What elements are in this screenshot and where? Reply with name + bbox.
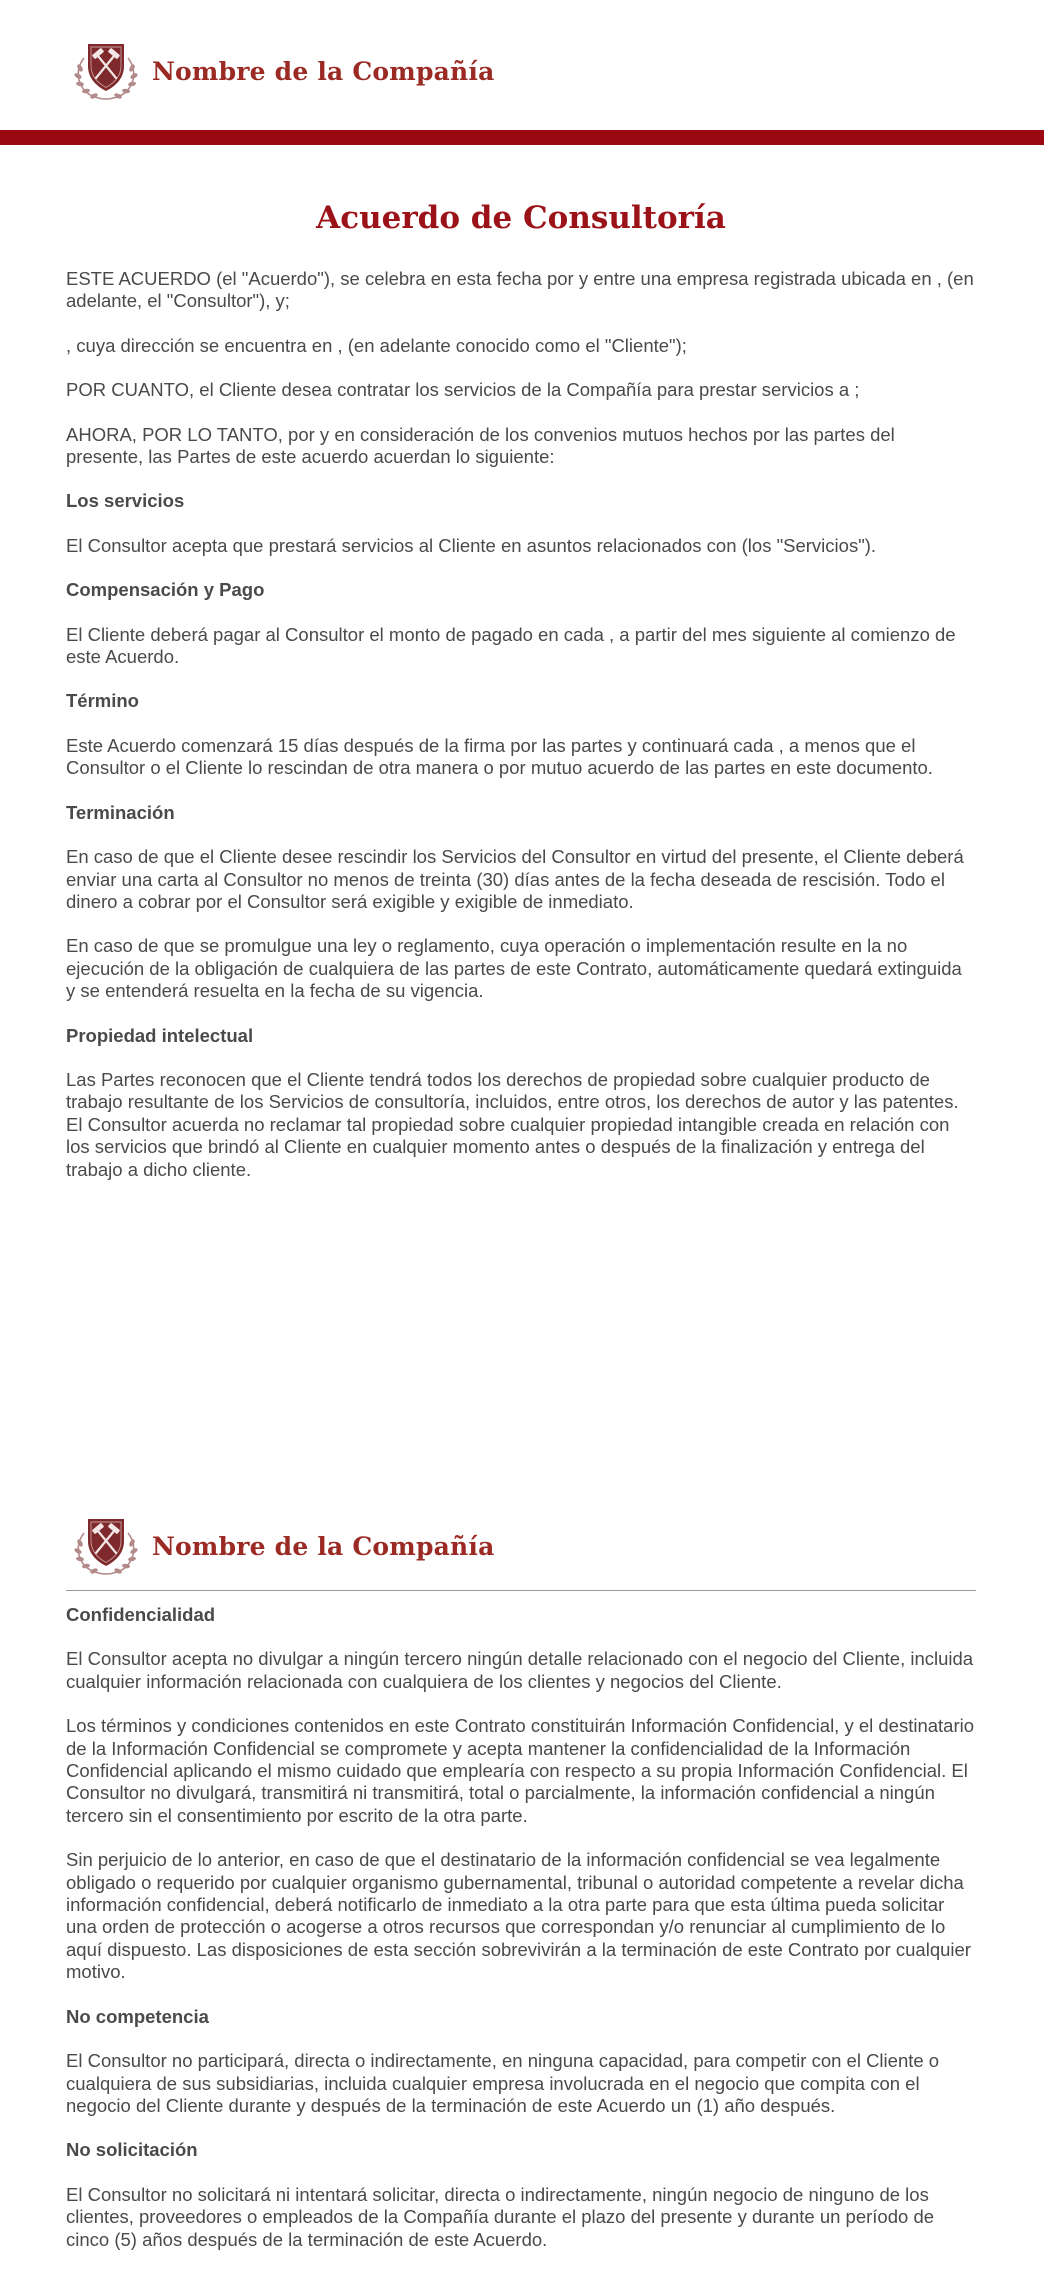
intro-paragraph: , cuya dirección se encuentra en , (en adelante conocido como el "Cliente"); (66, 334, 687, 356)
section-paragraph: El Consultor no participará, directa o indirectamente, en ninguna capacidad, para competir con el Cliente o cualquiera de sus subsidiarias, incluida cualquier empresa involucrada en el negocio que compita con el negocio del Cliente durante y después de la terminación de este Acuerdo un (1) año después. (66, 2050, 940, 2116)
document-page-2 (66, 1604, 976, 2273)
shield-logo-icon (70, 38, 142, 104)
company-brand (70, 38, 495, 104)
company-brand-page-2 (70, 1513, 495, 1579)
intro-paragraph: AHORA, POR LO TANTO, por y en consideración de los convenios mutuos hechos por las partes del presente, las Partes de este acuerdo acuerdan lo siguiente: (66, 423, 895, 468)
intro-paragraph: POR CUANTO, el Cliente desea contratar los servicios de la Compañía para prestar servicios a ; (66, 379, 860, 401)
section-heading-no-competencia: No competencia (66, 2005, 209, 2027)
document-page-1 (66, 196, 976, 1203)
section-heading-termino: Término (66, 690, 139, 712)
company-name: Nombre de la Compañía (152, 56, 495, 86)
section-paragraph: El Consultor acepta que prestará servicios al Cliente en asuntos relacionados con (los "Servicios"). (66, 534, 877, 556)
section-heading-servicios: Los servicios (66, 490, 185, 512)
page-2-divider (66, 1590, 976, 1591)
intro-paragraph: ESTE ACUERDO (el "Acuerdo"), se celebra en esta fecha por y entre una empresa registrada ubicada en , (en adelante, el "Consultor"), y; (66, 268, 974, 312)
section-paragraph: El Consultor acepta no divulgar a ningún tercero ningún detalle relacionado con el negocio del Cliente, incluida cualquier información relacionada con cualquiera de los clientes y negocios del Cliente. (66, 1648, 974, 1692)
shield-logo-icon (70, 1513, 142, 1579)
section-paragraph: Las Partes reconocen que el Cliente tendrá todos los derechos de propiedad sobre cualquier producto de trabajo resultante de los Servicios de consultoría, incluidos, entre otros, los derechos de autor y las patentes. El Consultor acuerda no reclamar tal propiedad sobre cualquier propiedad intangible creada en relación con los servicios que brindó al Cliente en cualquier momento antes o después de la finalización y entrega del trabajo a dicho cliente. (66, 1068, 959, 1180)
section-paragraph: En caso de que el Cliente desee rescindir los Servicios del Consultor en virtud del presente, el Cliente deberá enviar una carta al Consultor no menos de treinta (30) días antes de la fecha deseada de rescisión. Todo el dinero a cobrar por el Consultor será exigible y exigible de inmediato. (66, 846, 964, 912)
section-paragraph: El Cliente deberá pagar al Consultor el monto de pagado en cada , a partir del mes siguiente al comienzo de este Acuerdo. (66, 623, 956, 668)
section-paragraph: Este Acuerdo comenzará 15 días después de la firma por las partes y continuará cada , a menos que el Consultor o el Cliente lo rescindan de otra manera o por mutuo acuerdo de las partes en este documento. (66, 734, 933, 779)
section-heading-propiedad-intelectual: Propiedad intelectual (66, 1024, 254, 1046)
section-paragraph: En caso de que se promulgue una ley o reglamento, cuya operación o implementación resulte en la no ejecución de la obligación de cualquiera de las partes de este Contrato, automáticamente quedará extinguida y se entenderá resuelta en la fecha de su vigencia. (66, 935, 962, 1002)
header-accent-bar (0, 130, 1044, 145)
company-name: Nombre de la Compañía (152, 1531, 495, 1561)
section-heading-compensacion: Compensación y Pago (66, 579, 265, 601)
section-paragraph: Sin perjuicio de lo anterior, en caso de que el destinatario de la información confidencial se vea legalmente obligado o requerido por cualquier organismo gubernamental, tribunal o autoridad competente a revelar dicha información confidencial, deberá notificarlo de inmediato a la otra parte para que esta última pueda solicitar una orden de protección o acogerse a otros recursos que correspondan y/o renunciar al cumplimiento de lo aquí dispuesto. Las disposiciones de esta sección sobrevivirán a la terminación de este Contrato por cualquier motivo. (66, 1849, 971, 1983)
section-paragraph: Los términos y condiciones contenidos en este Contrato constituirán Información Confidencial, y el destinatario de la Información Confidencial se compromete y acepta mantener la confidencialidad de la Información Confidencial aplicando el mismo cuidado que emplearía con respecto a su propia Información Confidencial. El Consultor no divulgará, transmitirá ni transmitirá, total o parcialmente, la información confidencial a ningún tercero sin el consentimiento por escrito de la otra parte. (66, 1715, 975, 1826)
section-heading-terminacion: Terminación (66, 801, 175, 823)
section-paragraph: El Consultor no solicitará ni intentará solicitar, directa o indirectamente, ningún negocio de ninguno de los clientes, proveedores o empleados de la Compañía durante el plazo del presente y durante un período de cinco (5) años después de la terminación de este Acuerdo. (66, 2183, 935, 2250)
section-heading-confidencialidad: Confidencialidad (66, 1604, 216, 1625)
section-heading-no-solicitacion: No solicitación (66, 2139, 198, 2161)
page-header (0, 0, 1044, 130)
document-title: Acuerdo de Consultoría (316, 200, 726, 236)
